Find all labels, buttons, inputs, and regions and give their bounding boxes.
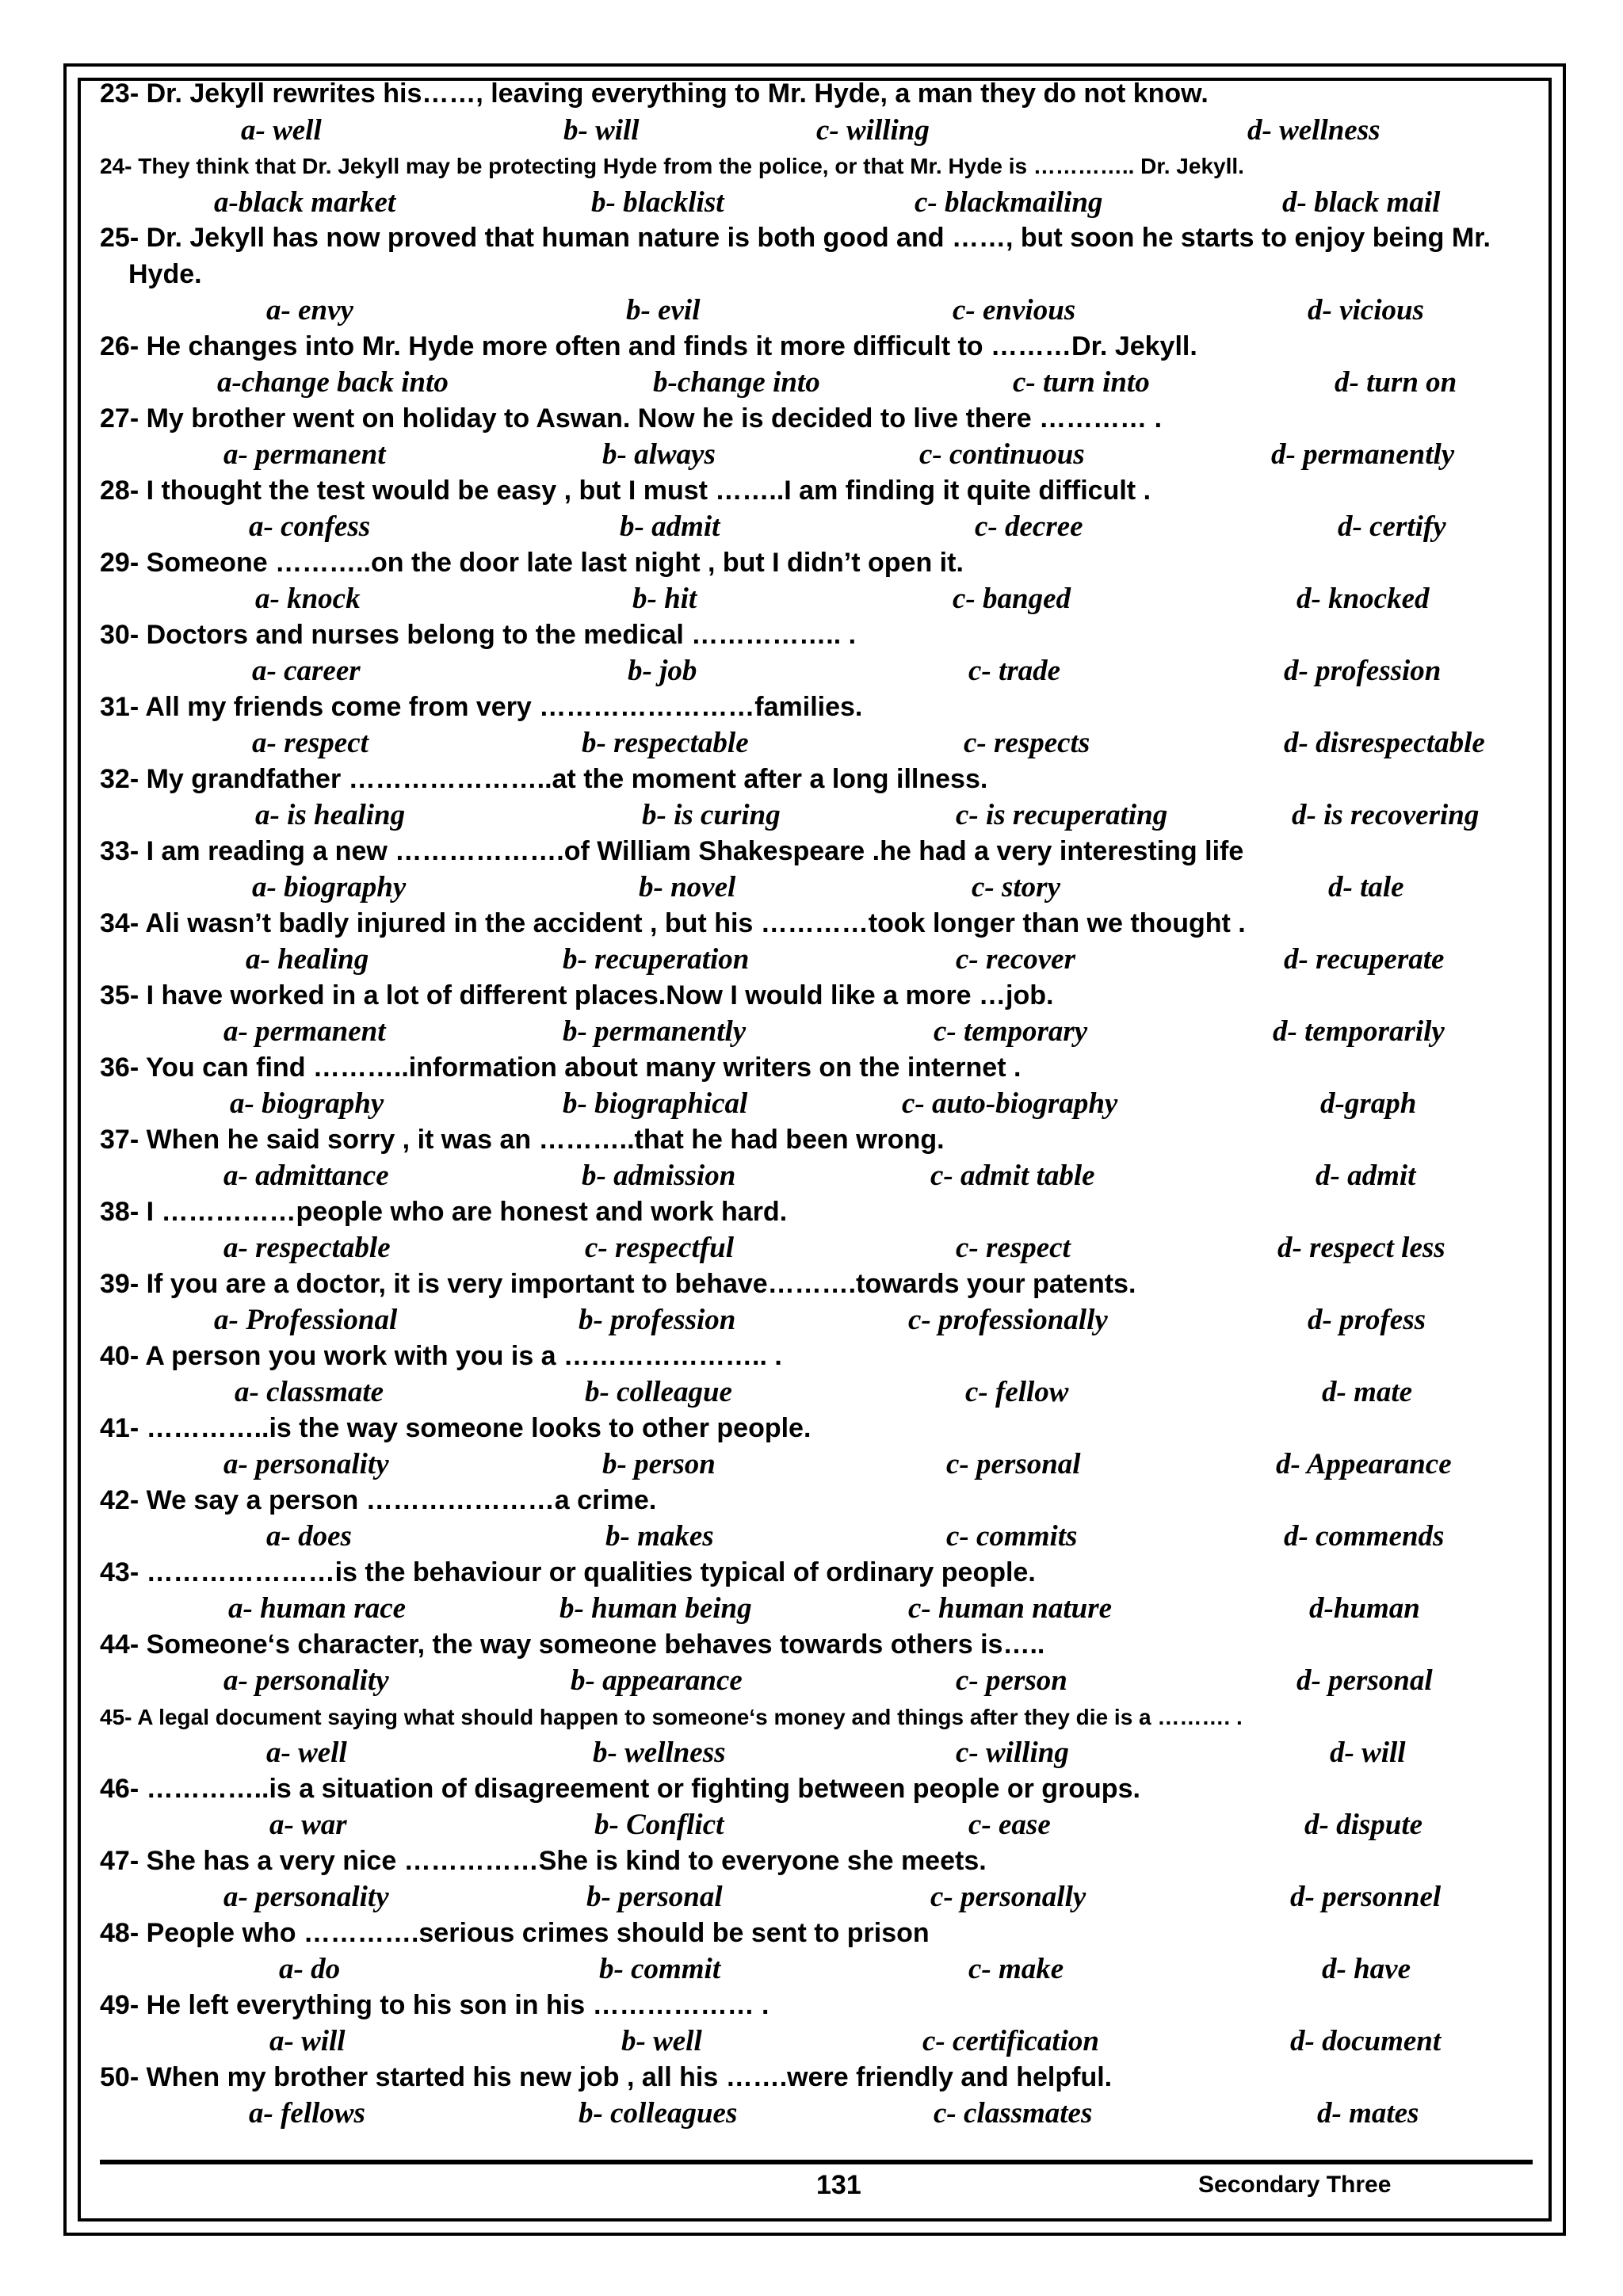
- option-c[interactable]: c- envious: [953, 294, 1076, 327]
- option-d[interactable]: d- will: [1330, 1736, 1406, 1769]
- option-d[interactable]: d- admit: [1316, 1159, 1416, 1192]
- option-b[interactable]: b- person: [602, 1448, 716, 1480]
- option-b[interactable]: b- blacklist: [591, 185, 724, 219]
- question-44: [100, 1627, 1542, 1664]
- question-text: …………..is a situation of disagreement or fighting between people or groups.: [146, 1773, 1140, 1804]
- question-text: Doctors and nurses belong to the medical …………….. .: [146, 619, 857, 650]
- option-a[interactable]: a- do: [279, 1953, 341, 1985]
- option-d[interactable]: d- profess: [1308, 1304, 1426, 1336]
- options-40: [100, 1374, 1542, 1411]
- question-number: 25-: [100, 223, 139, 253]
- option-b[interactable]: c- respectful: [585, 1232, 735, 1264]
- question-text: My brother went on holiday to Aswan. Now he is decided to live there ………… .: [146, 403, 1163, 434]
- option-d[interactable]: d- certify: [1338, 510, 1446, 543]
- option-a[interactable]: a- war: [269, 1809, 347, 1841]
- option-d[interactable]: d- vicious: [1308, 294, 1424, 327]
- option-b[interactable]: b- makes: [605, 1520, 714, 1553]
- option-a[interactable]: a- respectable: [223, 1232, 391, 1264]
- option-d[interactable]: d- Appearance: [1276, 1448, 1452, 1480]
- option-a[interactable]: a- admittance: [223, 1159, 389, 1192]
- question-number: 31-: [100, 691, 139, 722]
- option-c[interactable]: c- professionally: [908, 1304, 1108, 1336]
- option-b[interactable]: b- human being: [559, 1592, 752, 1625]
- question-text: He left everything to his son in his ……………… .: [146, 1989, 769, 2020]
- option-a[interactable]: a- classmate: [235, 1376, 384, 1408]
- question-number: 29-: [100, 547, 139, 578]
- question-text: People who ………….serious crimes should be sent to prison: [146, 1917, 930, 1948]
- option-b[interactable]: b- Conflict: [594, 1809, 724, 1841]
- page-number: 131: [816, 2170, 861, 2200]
- question-text: I ……………people who are honest and work hard.: [146, 1196, 788, 1227]
- option-c[interactable]: c- auto-biography: [902, 1087, 1118, 1120]
- options-24: [100, 185, 1542, 221]
- question-number: 46-: [100, 1773, 139, 1804]
- option-c[interactable]: c- turn into: [1013, 366, 1150, 399]
- question-37: [100, 1122, 1542, 1159]
- option-d[interactable]: d- personnel: [1290, 1881, 1442, 1913]
- question-number: 37-: [100, 1124, 139, 1155]
- option-c[interactable]: c- story: [972, 871, 1060, 904]
- options-38: [100, 1230, 1542, 1266]
- question-text: When my brother started his new job , all his …….were friendly and helpful.: [146, 2061, 1113, 2092]
- option-b[interactable]: b- appearance: [571, 1664, 743, 1697]
- option-a[interactable]: a- confess: [249, 510, 371, 543]
- question-number: 40-: [100, 1340, 139, 1371]
- option-a[interactable]: a- biography: [252, 871, 407, 904]
- question-text: We say a person …………………a crime.: [146, 1484, 657, 1515]
- options-50: [100, 2095, 1542, 2132]
- option-a[interactable]: a- does: [266, 1520, 352, 1553]
- question-26: [100, 329, 1542, 365]
- option-b[interactable]: b- colleagues: [579, 2097, 738, 2130]
- question-number: 23-: [100, 78, 139, 109]
- option-c[interactable]: c- personal: [946, 1448, 1081, 1480]
- question-text: If you are a doctor, it is very important to behave……….towards your patents.: [146, 1268, 1136, 1299]
- question-number: 47-: [100, 1845, 139, 1876]
- question-number: 35-: [100, 980, 139, 1010]
- options-30: [100, 653, 1542, 690]
- question-text: My grandfather …………………..at the moment after a long illness.: [146, 763, 988, 794]
- option-c[interactable]: c- make: [968, 1953, 1064, 1985]
- option-b[interactable]: b- colleague: [585, 1376, 732, 1408]
- option-d[interactable]: d-human: [1309, 1592, 1420, 1625]
- option-d[interactable]: d- temporarily: [1273, 1015, 1445, 1048]
- option-d[interactable]: d- tale: [1328, 871, 1404, 904]
- question-number: 38-: [100, 1196, 139, 1227]
- question-text: You can find ………..information about many writers on the internet .: [145, 1052, 1022, 1083]
- options-41: [100, 1446, 1542, 1483]
- question-number: 42-: [100, 1484, 139, 1515]
- option-b[interactable]: b- is curing: [642, 799, 781, 831]
- question-number: 26-: [100, 330, 139, 361]
- question-33: [100, 834, 1542, 870]
- question-30: [100, 617, 1542, 654]
- option-b[interactable]: b- well: [621, 2025, 702, 2057]
- option-b[interactable]: b- commit: [599, 1953, 721, 1985]
- option-d[interactable]: d- knocked: [1296, 583, 1430, 615]
- question-38: [100, 1194, 1542, 1231]
- question-number: 33-: [100, 835, 139, 866]
- option-c[interactable]: c- blackmailing: [915, 185, 1103, 219]
- option-d[interactable]: d- is recovering: [1292, 799, 1480, 831]
- question-number: 44-: [100, 1629, 139, 1660]
- option-a[interactable]: a- personality: [223, 1448, 389, 1480]
- question-42: [100, 1483, 1542, 1519]
- question-number: 30-: [100, 619, 139, 650]
- question-23: [100, 76, 1542, 113]
- options-26: [100, 365, 1542, 401]
- question-text: …………..is the way someone looks to other people.: [146, 1412, 812, 1443]
- question-number: 28-: [100, 475, 139, 506]
- options-36: [100, 1086, 1542, 1122]
- question-text: Someone‘s character, the way someone behaves towards others is…..: [146, 1629, 1045, 1660]
- option-c[interactable]: c- banged: [953, 583, 1071, 615]
- question-text: They think that Dr. Jekyll may be protecting Hyde from the police, or that Mr. Hyde is ………….. Dr. Jekyll.: [138, 154, 1244, 178]
- option-a[interactable]: a- well: [266, 1736, 347, 1769]
- option-b[interactable]: b- admit: [620, 510, 720, 543]
- question-text: She has a very nice ……………She is kind to everyone she meets.: [146, 1845, 987, 1876]
- options-35: [100, 1014, 1542, 1050]
- options-37: [100, 1158, 1542, 1194]
- option-a[interactable]: a- respect: [252, 727, 369, 759]
- option-d[interactable]: d- dispute: [1304, 1809, 1423, 1841]
- question-number: 45-: [100, 1704, 132, 1729]
- question-32: [100, 762, 1542, 798]
- option-c[interactable]: c- person: [956, 1664, 1067, 1697]
- option-c[interactable]: c- willing: [816, 113, 930, 147]
- question-text: A legal document saying what should happen to someone‘s money and things after they die is a ………. .: [137, 1704, 1243, 1729]
- option-a[interactable]: a- fellows: [249, 2097, 365, 2130]
- option-c[interactable]: c- commits: [946, 1520, 1078, 1553]
- options-42: [100, 1519, 1542, 1555]
- options-27: [100, 437, 1542, 473]
- options-25: [100, 292, 1542, 329]
- option-a[interactable]: a- well: [241, 113, 322, 147]
- question-text: I thought the test would be easy , but I must ……..I am finding it quite difficult .: [146, 475, 1151, 506]
- option-c[interactable]: c- continuous: [919, 438, 1085, 471]
- question-text: When he said sorry , it was an ………..that he had been wrong.: [146, 1124, 945, 1155]
- question-27: [100, 401, 1542, 437]
- option-c[interactable]: c- certification: [922, 2025, 1099, 2057]
- option-b[interactable]: b- job: [628, 655, 697, 687]
- question-number: 49-: [100, 1989, 139, 2020]
- option-c[interactable]: c- fellow: [965, 1376, 1069, 1408]
- question-list: [100, 76, 1542, 2132]
- option-c[interactable]: c- admit table: [930, 1159, 1095, 1192]
- option-d[interactable]: d-graph: [1320, 1087, 1417, 1120]
- question-49: [100, 1988, 1542, 2024]
- question-text: Someone ………..on the door late last night , but I didn’t open it.: [146, 547, 964, 578]
- option-a[interactable]: a- career: [252, 655, 361, 687]
- option-d[interactable]: d- mate: [1322, 1376, 1413, 1408]
- question-text: I have worked in a lot of different places.Now I would like a more …job.: [146, 980, 1054, 1010]
- option-a[interactable]: a- healing: [246, 943, 369, 976]
- question-number: 41-: [100, 1412, 139, 1443]
- question-text: I am reading a new ……………….of William Shakespeare .he had a very interesting life: [146, 835, 1244, 866]
- option-a[interactable]: a-black market: [214, 185, 396, 219]
- option-c[interactable]: c- trade: [968, 655, 1061, 687]
- option-a[interactable]: a-change back into: [217, 366, 449, 399]
- option-b[interactable]: b- always: [602, 438, 716, 471]
- options-49: [100, 2023, 1542, 2060]
- option-a[interactable]: a- is healing: [255, 799, 406, 831]
- question-number: 50-: [100, 2061, 139, 2092]
- options-45: [100, 1735, 1542, 1771]
- option-b[interactable]: b- wellness: [593, 1736, 726, 1769]
- option-a[interactable]: a- human race: [228, 1592, 407, 1625]
- option-b[interactable]: b- personal: [586, 1881, 723, 1913]
- question-48: [100, 1916, 1542, 1952]
- question-number: 39-: [100, 1268, 139, 1299]
- question-36: [100, 1050, 1542, 1087]
- question-text: Ali wasn’t badly injured in the accident , but his …………took longer than we thought .: [145, 907, 1246, 938]
- option-a[interactable]: a- biography: [230, 1087, 384, 1120]
- option-a[interactable]: a- will: [269, 2025, 346, 2057]
- question-number: 27-: [100, 403, 139, 434]
- question-47: [100, 1843, 1542, 1880]
- option-a[interactable]: a- envy: [266, 294, 353, 327]
- option-a[interactable]: a- permanent: [223, 1015, 386, 1048]
- option-d[interactable]: d- permanently: [1271, 438, 1455, 471]
- option-b[interactable]: b- novel: [639, 871, 736, 904]
- options-33: [100, 869, 1542, 906]
- option-b[interactable]: b- profession: [579, 1304, 736, 1336]
- question-39: [100, 1266, 1542, 1303]
- options-23: [100, 113, 1542, 149]
- option-d[interactable]: d- black mail: [1282, 185, 1441, 219]
- question-number: 48-: [100, 1917, 139, 1948]
- question-number: 36-: [100, 1052, 139, 1083]
- option-b[interactable]: b- evil: [626, 294, 701, 327]
- question-50: [100, 2060, 1542, 2096]
- options-29: [100, 581, 1542, 617]
- option-b[interactable]: b-change into: [653, 366, 820, 399]
- question-34: [100, 906, 1542, 942]
- question-25: [100, 220, 1542, 292]
- option-d[interactable]: d- disrespectable: [1284, 727, 1485, 759]
- options-46: [100, 1807, 1542, 1843]
- option-d[interactable]: d- mates: [1317, 2097, 1419, 2130]
- question-31: [100, 690, 1542, 726]
- question-text: A person you work with you is a ………………….. .: [145, 1340, 782, 1371]
- options-48: [100, 1951, 1542, 1988]
- options-39: [100, 1302, 1542, 1339]
- question-41: [100, 1411, 1542, 1447]
- option-d[interactable]: d- recuperate: [1284, 943, 1445, 976]
- question-43: [100, 1555, 1542, 1591]
- question-number: 32-: [100, 763, 139, 794]
- question-text: Dr. Jekyll has now proved that human nature is both good and ……, but soon he starts to enjoy being Mr. Hyde.: [128, 223, 1491, 289]
- option-c[interactable]: c- personally: [930, 1881, 1086, 1913]
- option-a[interactable]: a- personality: [223, 1664, 389, 1697]
- footer-level: Secondary Three: [1198, 2172, 1392, 2198]
- option-c[interactable]: c- ease: [968, 1809, 1051, 1841]
- question-46: [100, 1771, 1542, 1808]
- option-a[interactable]: a- permanent: [223, 438, 386, 471]
- option-b[interactable]: b- permanently: [563, 1015, 747, 1048]
- option-c[interactable]: c- human nature: [908, 1592, 1113, 1625]
- question-40: [100, 1339, 1542, 1375]
- option-b[interactable]: b- hit: [632, 583, 697, 615]
- option-a[interactable]: a- knock: [255, 583, 361, 615]
- option-a[interactable]: a- personality: [223, 1881, 389, 1913]
- question-number: 43-: [100, 1557, 139, 1587]
- option-d[interactable]: d- wellness: [1247, 113, 1381, 147]
- option-b[interactable]: b- biographical: [563, 1087, 748, 1120]
- question-number: 24-: [100, 154, 132, 178]
- option-d[interactable]: d- respect less: [1277, 1232, 1445, 1264]
- option-b[interactable]: b- respectable: [582, 727, 749, 759]
- question-35: [100, 978, 1542, 1014]
- option-c[interactable]: c- recover: [956, 943, 1075, 976]
- question-text: …………………is the behaviour or qualities typical of ordinary people.: [146, 1557, 1036, 1587]
- options-28: [100, 509, 1542, 545]
- options-44: [100, 1663, 1542, 1699]
- question-29: [100, 545, 1542, 582]
- option-c[interactable]: c- respect: [956, 1232, 1071, 1264]
- footer-rule: [100, 2160, 1533, 2164]
- options-32: [100, 797, 1542, 834]
- question-24: [100, 148, 1542, 185]
- option-c[interactable]: c- decree: [975, 510, 1083, 543]
- options-47: [100, 1879, 1542, 1916]
- question-text: He changes into Mr. Hyde more often and finds it more difficult to ………Dr. Jekyll.: [146, 330, 1197, 361]
- question-28: [100, 473, 1542, 510]
- options-43: [100, 1591, 1542, 1627]
- option-c[interactable]: c- willing: [956, 1736, 1069, 1769]
- option-c[interactable]: c- respects: [964, 727, 1090, 759]
- question-text: All my friends come from very ……………………families.: [145, 691, 863, 722]
- option-b[interactable]: b- recuperation: [563, 943, 750, 976]
- option-a[interactable]: a- Professional: [214, 1304, 398, 1336]
- option-d[interactable]: d- personal: [1296, 1664, 1433, 1697]
- option-c[interactable]: c- is recuperating: [956, 799, 1168, 831]
- option-d[interactable]: d- have: [1322, 1953, 1411, 1985]
- options-34: [100, 942, 1542, 978]
- option-c[interactable]: c- classmates: [934, 2097, 1093, 2130]
- question-45: [100, 1699, 1542, 1736]
- options-31: [100, 725, 1542, 762]
- option-b[interactable]: b- will: [563, 113, 640, 147]
- option-d[interactable]: d- turn on: [1335, 366, 1457, 399]
- option-b[interactable]: b- admission: [582, 1159, 736, 1192]
- option-c[interactable]: c- temporary: [934, 1015, 1088, 1048]
- option-d[interactable]: d- profession: [1284, 655, 1442, 687]
- question-text: Dr. Jekyll rewrites his……, leaving everything to Mr. Hyde, a man they do not know.: [146, 78, 1209, 109]
- question-number: 34-: [100, 907, 139, 938]
- option-d[interactable]: d- document: [1290, 2025, 1442, 2057]
- option-d[interactable]: d- commends: [1284, 1520, 1445, 1553]
